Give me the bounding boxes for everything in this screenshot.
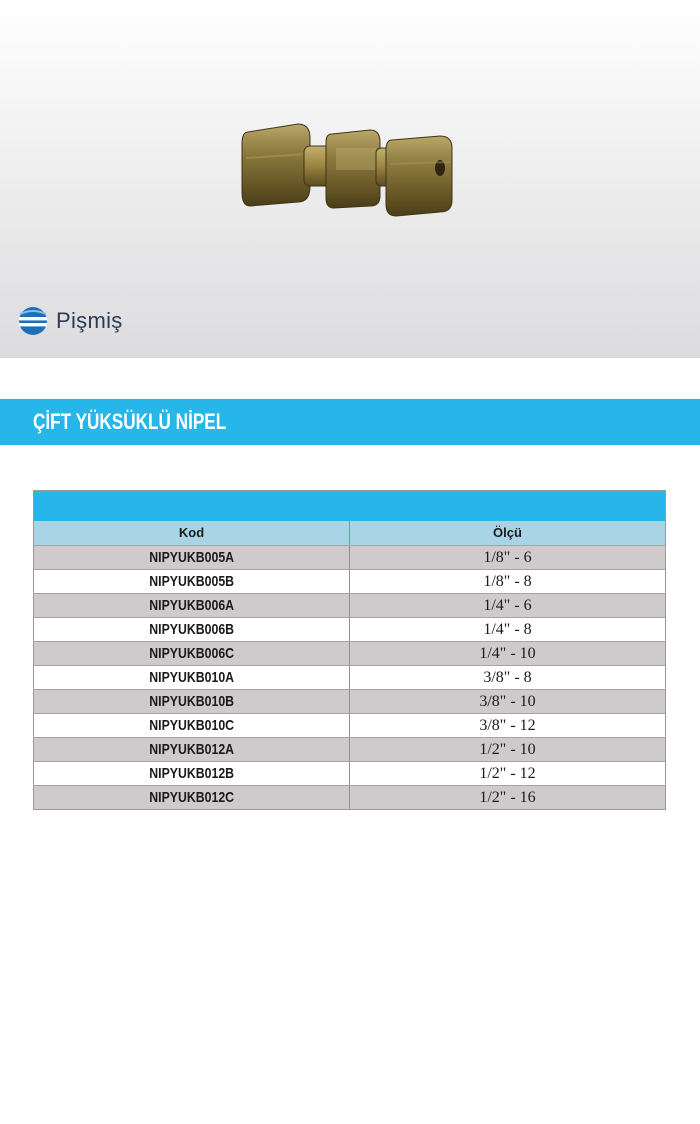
table-row — [34, 713, 665, 737]
page-title: ÇİFT YÜKSÜKLÜ NİPEL — [33, 409, 227, 434]
table-row — [34, 761, 665, 785]
cell-kod — [34, 642, 350, 665]
table-row — [34, 737, 665, 761]
cell-olcu — [350, 642, 665, 665]
cell-olcu — [350, 714, 665, 737]
kod-value: NIPYUKB012C — [149, 789, 234, 806]
kod-value: NIPYUKB012B — [149, 765, 234, 782]
column-header-kod: Kod — [34, 521, 350, 545]
olcu-value: 1/4" - 10 — [479, 645, 536, 662]
cell-olcu — [350, 738, 665, 761]
kod-value: NIPYUKB006B — [149, 621, 234, 638]
table-row — [34, 785, 665, 809]
kod-value: NIPYUKB010B — [149, 693, 234, 710]
table-top-bar — [34, 491, 665, 521]
kod-value: NIPYUKB005A — [149, 549, 234, 566]
brass-fitting-image — [240, 118, 460, 218]
table-row — [34, 665, 665, 689]
olcu-value: 3/8" - 8 — [483, 669, 532, 686]
kod-value: NIPYUKB012A — [149, 741, 234, 758]
cell-olcu — [350, 546, 665, 569]
olcu-value: 1/4" - 6 — [483, 597, 532, 614]
olcu-value: 1/8" - 8 — [483, 573, 532, 590]
olcu-value: 3/8" - 12 — [479, 717, 536, 734]
cell-kod — [34, 690, 350, 713]
pismis-logo-icon — [18, 306, 48, 336]
table-row — [34, 689, 665, 713]
cell-kod — [34, 570, 350, 593]
product-hero — [0, 0, 700, 358]
brand-logo — [18, 306, 123, 336]
cell-kod — [34, 714, 350, 737]
title-banner — [0, 399, 700, 445]
table-row — [34, 593, 665, 617]
product-table — [33, 490, 666, 810]
column-header-olcu: Ölçü — [493, 525, 522, 540]
cell-olcu — [350, 666, 665, 689]
kod-value: NIPYUKB010C — [149, 717, 234, 734]
olcu-value: 1/8" - 6 — [483, 549, 532, 566]
cell-olcu — [350, 690, 665, 713]
brand-name: Pişmiş — [56, 308, 123, 333]
table-header-row — [34, 521, 665, 545]
kod-value: NIPYUKB005B — [149, 573, 234, 590]
cell-olcu — [350, 594, 665, 617]
cell-kod — [34, 738, 350, 761]
cell-olcu — [350, 786, 665, 809]
table-row — [34, 617, 665, 641]
table-row — [34, 641, 665, 665]
kod-value: NIPYUKB006A — [149, 597, 234, 614]
cell-kod — [34, 786, 350, 809]
cell-kod — [34, 762, 350, 785]
olcu-value: 3/8" - 10 — [479, 693, 536, 710]
cell-olcu — [350, 762, 665, 785]
olcu-value: 1/2" - 12 — [479, 765, 536, 782]
cell-kod — [34, 618, 350, 641]
kod-value: NIPYUKB006C — [149, 645, 234, 662]
olcu-value: 1/2" - 16 — [479, 789, 536, 806]
olcu-value: 1/2" - 10 — [479, 741, 536, 758]
table-row — [34, 545, 665, 569]
cell-kod — [34, 594, 350, 617]
table-body — [34, 545, 665, 809]
kod-value: NIPYUKB010A — [149, 669, 234, 686]
cell-kod — [34, 666, 350, 689]
cell-kod — [34, 546, 350, 569]
olcu-value: 1/4" - 8 — [483, 621, 532, 638]
table-row — [34, 569, 665, 593]
cell-olcu — [350, 618, 665, 641]
cell-olcu — [350, 570, 665, 593]
